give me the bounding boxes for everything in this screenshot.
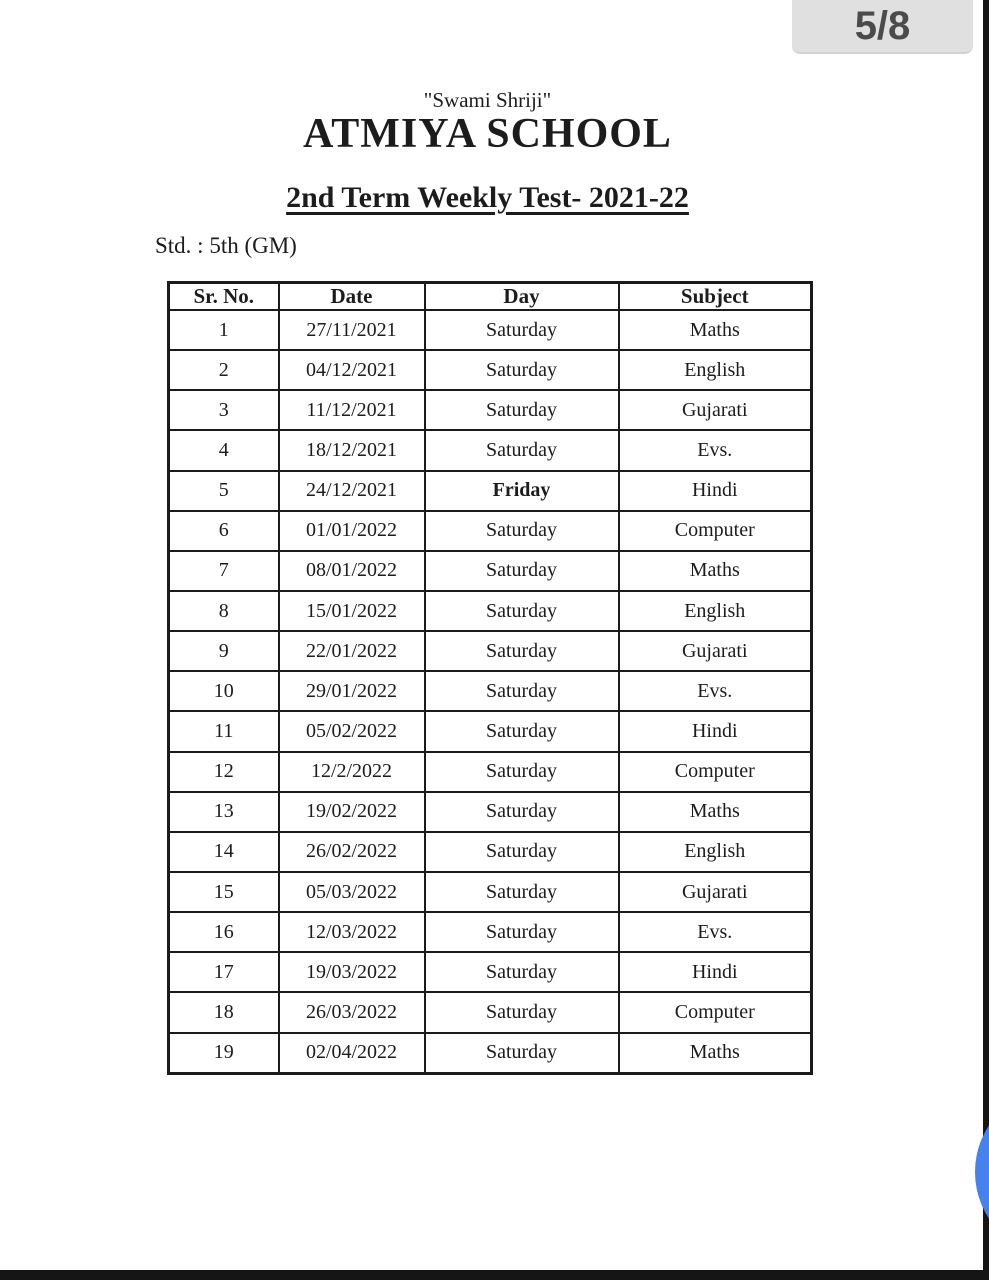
cell-day: Saturday [425, 1033, 619, 1074]
cell-date: 24/12/2021 [279, 471, 425, 511]
cell-sr-no: 14 [169, 832, 279, 872]
cell-sr-no: 1 [169, 310, 279, 350]
cell-subject: Hindi [619, 952, 812, 992]
cell-date: 12/2/2022 [279, 752, 425, 792]
header-sr-no: Sr. No. [169, 283, 279, 311]
cell-date: 02/04/2022 [279, 1033, 425, 1074]
cell-date: 11/12/2021 [279, 390, 425, 430]
cell-sr-no: 7 [169, 551, 279, 591]
standard-label: Std. : 5th (GM) [155, 233, 297, 258]
header-day: Day [425, 283, 619, 311]
cell-subject: English [619, 832, 812, 872]
table-row [169, 350, 812, 390]
table-row [169, 872, 812, 912]
table-row [169, 992, 812, 1032]
cell-day: Saturday [425, 591, 619, 631]
test-title: 2nd Term Weekly Test- 2021-22 [286, 181, 689, 214]
cell-subject: Gujarati [619, 631, 812, 671]
cell-subject: English [619, 591, 812, 631]
cell-sr-no: 18 [169, 992, 279, 1032]
cell-sr-no: 9 [169, 631, 279, 671]
cell-date: 05/03/2022 [279, 872, 425, 912]
table-row [169, 952, 812, 992]
cell-day: Saturday [425, 310, 619, 350]
cell-date: 29/01/2022 [279, 671, 425, 711]
cell-sr-no: 19 [169, 1033, 279, 1074]
cell-date: 18/12/2021 [279, 430, 425, 470]
cell-date: 19/02/2022 [279, 792, 425, 832]
cell-day: Saturday [425, 912, 619, 952]
header-subject: Subject [619, 283, 812, 311]
cell-sr-no: 10 [169, 671, 279, 711]
cell-day: Saturday [425, 992, 619, 1032]
cell-subject: Maths [619, 1033, 812, 1074]
cell-day: Saturday [425, 752, 619, 792]
table-row [169, 671, 812, 711]
schedule-table-body [169, 310, 812, 1074]
cell-date: 04/12/2021 [279, 350, 425, 390]
cell-date: 05/02/2022 [279, 711, 425, 751]
page-indicator-badge [792, 0, 973, 54]
table-row [169, 752, 812, 792]
cell-subject: Hindi [619, 711, 812, 751]
page-indicator-label: 5/8 [854, 3, 911, 48]
cell-date: 12/03/2022 [279, 912, 425, 952]
cell-date: 27/11/2021 [279, 310, 425, 350]
cell-sr-no: 6 [169, 511, 279, 551]
cell-day: Saturday [425, 671, 619, 711]
cell-subject: Evs. [619, 912, 812, 952]
school-name: ATMIYA SCHOOL [303, 111, 672, 157]
cell-sr-no: 11 [169, 711, 279, 751]
cell-date: 15/01/2022 [279, 591, 425, 631]
cell-subject: Hindi [619, 471, 812, 511]
cell-subject: Computer [619, 511, 812, 551]
table-header-row [169, 283, 812, 311]
cell-sr-no: 12 [169, 752, 279, 792]
cell-day: Saturday [425, 952, 619, 992]
cell-subject: Maths [619, 551, 812, 591]
cell-sr-no: 13 [169, 792, 279, 832]
schedule-table [167, 281, 813, 1075]
table-row [169, 310, 812, 350]
cell-day: Saturday [425, 872, 619, 912]
cell-day: Friday [425, 471, 619, 511]
cell-date: 08/01/2022 [279, 551, 425, 591]
cell-sr-no: 2 [169, 350, 279, 390]
table-row [169, 1033, 812, 1074]
cell-subject: Maths [619, 310, 812, 350]
table-row [169, 591, 812, 631]
cell-sr-no: 3 [169, 390, 279, 430]
cell-date: 26/03/2022 [279, 992, 425, 1032]
cell-subject: English [619, 350, 812, 390]
header-date: Date [279, 283, 425, 311]
cell-sr-no: 4 [169, 430, 279, 470]
table-row [169, 511, 812, 551]
cell-date: 01/01/2022 [279, 511, 425, 551]
cell-sr-no: 15 [169, 872, 279, 912]
table-row [169, 430, 812, 470]
table-row [169, 471, 812, 511]
table-row [169, 711, 812, 751]
cell-day: Saturday [425, 711, 619, 751]
cell-day: Saturday [425, 390, 619, 430]
screen-edge-bar-bottom [0, 1270, 989, 1280]
table-row [169, 551, 812, 591]
table-row [169, 832, 812, 872]
cell-subject: Computer [619, 992, 812, 1032]
quote-line: "Swami Shriji" [423, 88, 552, 112]
cell-subject: Maths [619, 792, 812, 832]
cell-date: 19/03/2022 [279, 952, 425, 992]
cell-subject: Computer [619, 752, 812, 792]
cell-day: Saturday [425, 511, 619, 551]
screen-edge-bar-right [983, 0, 989, 1280]
table-row [169, 792, 812, 832]
cell-sr-no: 16 [169, 912, 279, 952]
cell-subject: Evs. [619, 671, 812, 711]
table-row [169, 631, 812, 671]
cell-date: 26/02/2022 [279, 832, 425, 872]
cell-day: Saturday [425, 631, 619, 671]
cell-day: Saturday [425, 832, 619, 872]
cell-sr-no: 8 [169, 591, 279, 631]
cell-day: Saturday [425, 430, 619, 470]
cell-subject: Gujarati [619, 390, 812, 430]
cell-sr-no: 17 [169, 952, 279, 992]
cell-subject: Gujarati [619, 872, 812, 912]
table-row [169, 912, 812, 952]
cell-date: 22/01/2022 [279, 631, 425, 671]
cell-day: Saturday [425, 551, 619, 591]
table-row [169, 390, 812, 430]
cell-sr-no: 5 [169, 471, 279, 511]
cell-subject: Evs. [619, 430, 812, 470]
cell-day: Saturday [425, 792, 619, 832]
cell-day: Saturday [425, 350, 619, 390]
